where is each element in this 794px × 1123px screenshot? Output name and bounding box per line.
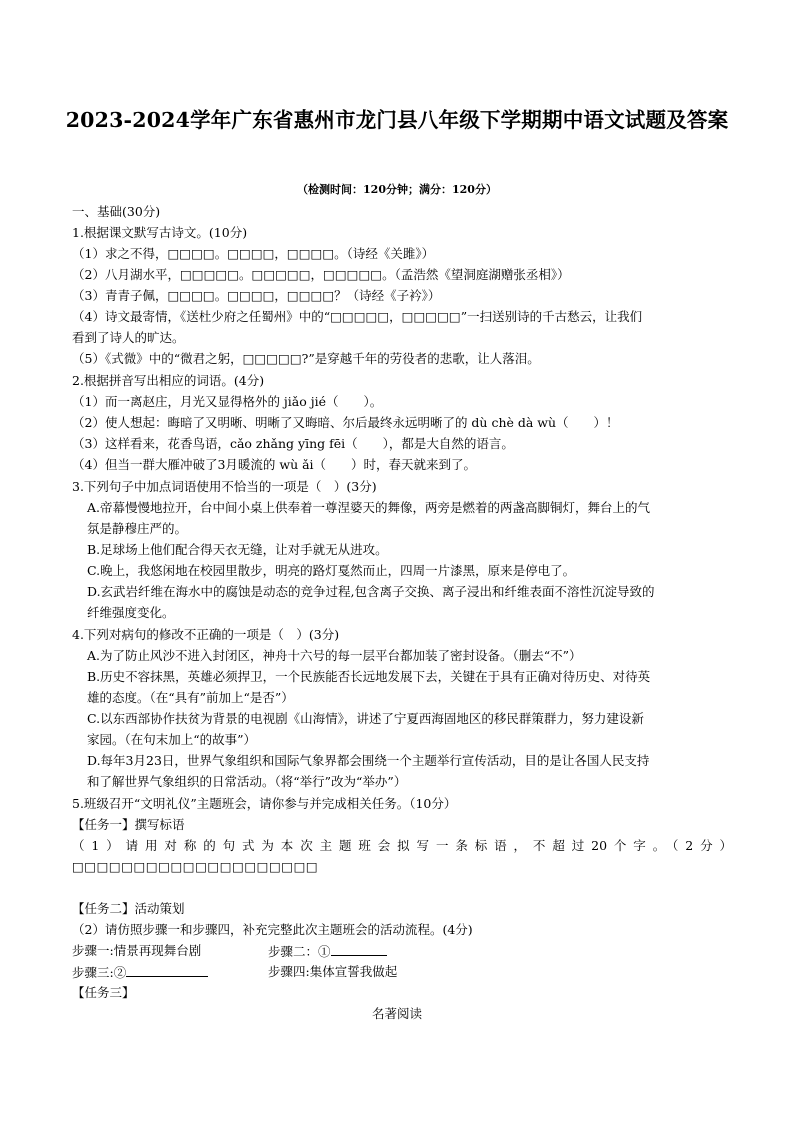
step-2-answer-blank[interactable] xyxy=(331,942,387,956)
q3-option-a: A.帝幕慢慢地拉开，台中间小桌上供奉着一尊涅婆天的舞像，两旁是燃着的两盏高脚铜灯，舞台上的气 xyxy=(87,500,651,515)
question-4: 4.下列对病句的修改不正确的一项是（ ）(3分) xyxy=(72,627,340,642)
q2-item-2: （2）使人想起：晦暗了又明晰、明晰了又晦暗、尔后最终永远明晰了的 dù chè dà wù（ ）！ xyxy=(72,415,619,430)
step-3 xyxy=(72,963,262,982)
slogan-answer-boxes: □□□□□□□□□□□□□□□□□□□□ xyxy=(72,859,319,874)
q2-item-1: （1）而一离赵庄，月光又显得格外的 jiǎo jié（ ）。 xyxy=(72,394,383,409)
q4-option-c: C.以东西部协作扶贫为背景的电视剧《山海情》，讲述了宁夏西海固地区的移民群策群力，努力建设新 xyxy=(87,711,644,726)
question-1: 1.根据课文默写古诗文。(10分) xyxy=(72,225,248,240)
task-2-heading: 【任务二】活动策划 xyxy=(72,901,185,916)
q1-item-1: （1）求之不得，□□□□。□□□□，□□□□。（诗经《关雎》） xyxy=(72,246,435,261)
q3-option-d-cont: 纤维强度变化。 xyxy=(87,605,175,620)
q3-option-b: B.足球场上他们配合得天衣无缝，让对手就无从进攻。 xyxy=(87,542,388,557)
step-2 xyxy=(268,942,468,961)
task-1-prompt: （1）请用对称的句式为本次主题班会拟写一条标语，不超过20个字。（2分） xyxy=(72,838,732,853)
q3-option-c: C.晚上，我悠闲地在校园里散步，明亮的路灯戛然而止，四周一片漆黑，原来是停电了。 xyxy=(87,563,576,578)
section-heading-reading: 名著阅读 xyxy=(371,1006,422,1021)
step-2-label: 步骤二：① xyxy=(268,944,331,959)
q1-item-5: （5）《式微》中的“微君之躬，□□□□□?”是穿越千年的劳役者的悲歌，让人落泪。 xyxy=(72,351,540,366)
q4-option-c-cont: 家园。（在句末加上“的故事”） xyxy=(87,732,257,747)
q4-option-d: D.每年3月23日，世界气象组织和国际气象界都会围绕一个主题举行宣传活动，目的是让各国人民支持 xyxy=(87,753,650,768)
section-heading: 一、基础(30分) xyxy=(72,204,161,219)
q1-item-4-cont: 看到了诗人的旷达。 xyxy=(72,330,185,345)
task-2-prompt: （2）请仿照步骤一和步骤四，补充完整此次主题班会的活动流程。(4分) xyxy=(72,922,473,937)
q3-option-d: D.玄武岩纤维在海水中的腐蚀是动态的竞争过程,包含离子交换、离子浸出和纤维表面不溶性沉淀导致的 xyxy=(87,584,655,599)
q1-item-4: （4）诗文最寄情，《送杜少府之任蜀州》中的“□□□□□，□□□□□”一扫送别诗的千古愁云，让我们 xyxy=(72,309,643,324)
task-1-heading: 【任务一】撰写标语 xyxy=(72,817,185,832)
q4-option-b: B.历史不容抹黑，英雄必须捍卫，一个民族能否长远地发展下去，关键在于具有正确对待历史、对待英 xyxy=(87,669,651,684)
question-2: 2.根据拼音写出相应的词语。(4分) xyxy=(72,373,265,388)
page-title: 2023-2024学年广东省惠州市龙门县八年级下学期期中语文试题及答案 xyxy=(65,108,729,132)
q2-item-3: （3）这样看来，花香鸟语，cǎo zhǎng yīng fēi（ ），都是大自然的语言。 xyxy=(72,436,514,451)
step-3-answer-blank[interactable] xyxy=(126,963,208,977)
step-3-label: 步骤三:② xyxy=(72,965,127,980)
q1-item-3: （3）青青子佩，□□□□。□□□□，□□□□？（诗经《子衿》） xyxy=(72,288,441,303)
question-3: 3.下列句子中加点词语使用不恰当的一项是（ ）(3分) xyxy=(72,479,377,494)
question-5: 5.班级召开“文明礼仪”主题班会，请你参与并完成相关任务。（10分） xyxy=(72,796,457,811)
q4-option-a: A.为了防止风沙不进入封闭区，神舟十六号的每一层平台都加装了密封设备。（删去“不”） xyxy=(87,648,582,663)
q2-item-4: （4）但当一群大雁冲破了3月暖流的 wù ǎi（ ）时，春天就来到了。 xyxy=(72,457,477,472)
task-3-heading: 【任务三】 xyxy=(72,985,135,1000)
q1-item-2: （2）八月湖水平，□□□□□。□□□□□，□□□□□。（孟浩然《望洞庭湖赠张丞相》） xyxy=(72,267,570,282)
step-1: 步骤一:情景再现舞台剧 xyxy=(72,943,202,958)
q4-option-b-cont: 雄的态度。（在“具有”前加上“是否”） xyxy=(87,690,294,705)
exam-info: （检测时间：120分钟；满分：120分） xyxy=(297,183,497,196)
q4-option-d-cont: 和了解世界气象组织的日常活动。（将“举行”改为“举办”） xyxy=(87,774,407,789)
q3-option-a-cont: 氛是静穆庄严的。 xyxy=(87,521,188,536)
step-4: 步骤四:集体宣誓我做起 xyxy=(268,964,398,979)
